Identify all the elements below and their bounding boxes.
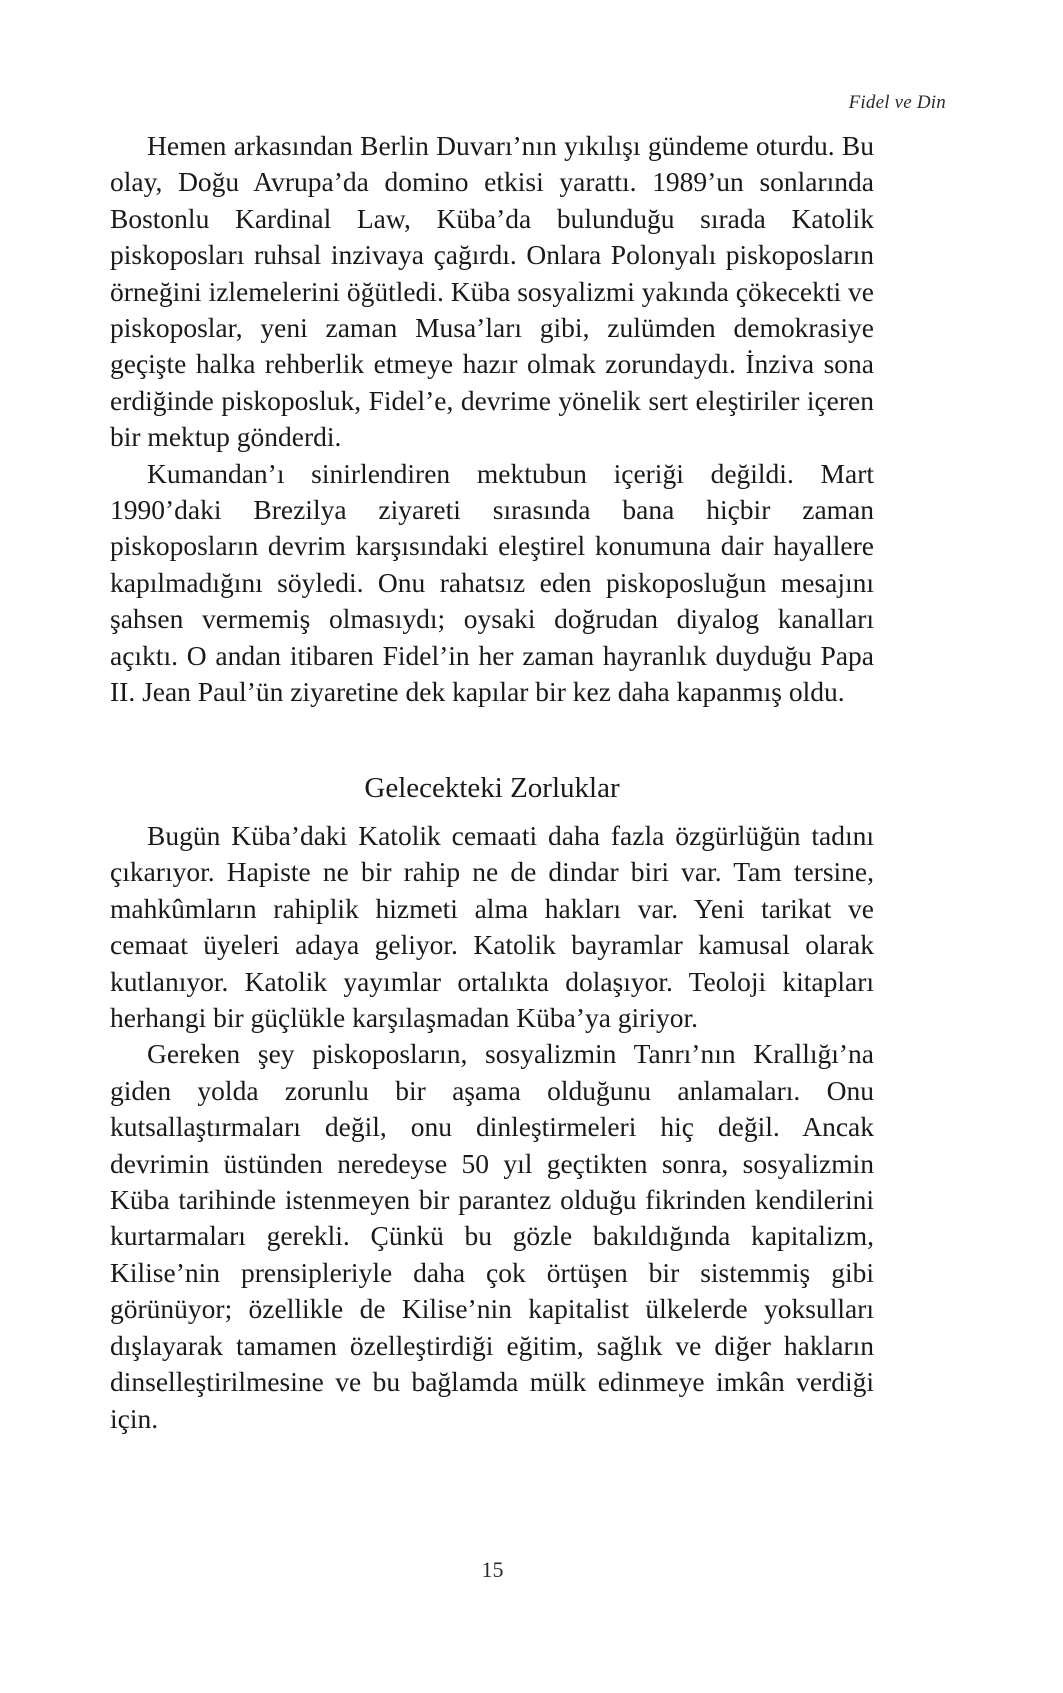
running-header: Fidel ve Din	[848, 92, 946, 113]
section-heading: Gelecekteki Zorluklar	[364, 772, 620, 804]
paragraph: Kumandan’ı sinirlendiren mektubun içeriği değildi. Mart 1990’daki Brezilya ziyareti sırasında bana hiçbir zaman piskoposların devrim karşısındaki eleştirel konumuna dair hayallere kapılmadığını söyledi. Onu rahatsız eden piskoposluğun mesajını şahsen vermemiş olmasıydı; oysaki doğrudan diyalog kanalları açıktı. O andan itibaren Fidel’in her zaman hayranlık duyduğu Papa II. Jean Paul’ün ziyaretine dek kapılar bir kez daha kapanmış oldu.	[110, 457, 874, 708]
paragraph: Gereken şey piskoposların, sosyalizmin Tanrı’nın Krallığı’na giden yolda zorunlu bir aşama olduğunu anlamaları. Onu kutsallaştırmaları değil, onu dinleştirmeleri hiç değil. Ancak devrimin üstünden neredeyse 50 yıl geçtikten sonra, sosyalizmin Küba tarihinde istenmeyen bir parantez olduğu fikrinden kendilerini kurtarmaları gerekli. Çünkü bu gözle bakıldığında kapitalizm, Kilise’nin prensipleriyle daha çok örtüşen bir sistemmiş gibi görünüyor; özellikle de Kilise’nin kapitalist ülkelerde yoksulları dışlayarak tamamen özelleştirdiği eğitim, sağlık ve diğer hakların dinselleştirilmesine ve bu bağlamda mülk edinmeye imkân verdiği için.	[110, 1038, 874, 1434]
page-number: 15	[481, 1557, 504, 1582]
text-block-after-heading	[110, 818, 874, 1437]
paragraph: Bugün Küba’daki Katolik cemaati daha fazla özgürlüğün tadını çıkarıyor. Hapiste ne bir rahip ne de dindar biri var. Tam tersine, mahkûmların rahiplik hizmeti alma hakları var. Yeni tarikat ve cemaat üyeleri adaya geliyor. Katolik bayramlar kamusal olarak kutlanıyor. Katolik yayımlar ortalıkta dolaşıyor. Teoloji kitapları herhangi bir güçlükle karşılaşmadan Küba’ya giriyor.	[110, 820, 874, 1034]
paragraph: Hemen arkasından Berlin Duvarı’nın yıkılışı gündeme oturdu. Bu olay, Doğu Avrupa’da domino etkisi yarattı. 1989’un sonlarında Bostonlu Kardinal Law, Küba’da bulunduğu sırada Katolik piskoposları ruhsal inzivaya çağırdı. Onlara Polonyalı piskoposların örneğini izlemelerini öğütledi. Küba sosyalizmi yakında çökecekti ve piskoposlar, yeni zaman Musa’ları gibi, zulümden demokrasiye geçişte halka rehberlik etmeye hazır olmak zorundaydı. İnziva sona erdiğinde piskoposluk, Fidel’e, devrime yönelik sert eleştiriler içeren bir mektup gönderdi.	[110, 130, 874, 453]
text-block-before-heading	[110, 128, 874, 711]
